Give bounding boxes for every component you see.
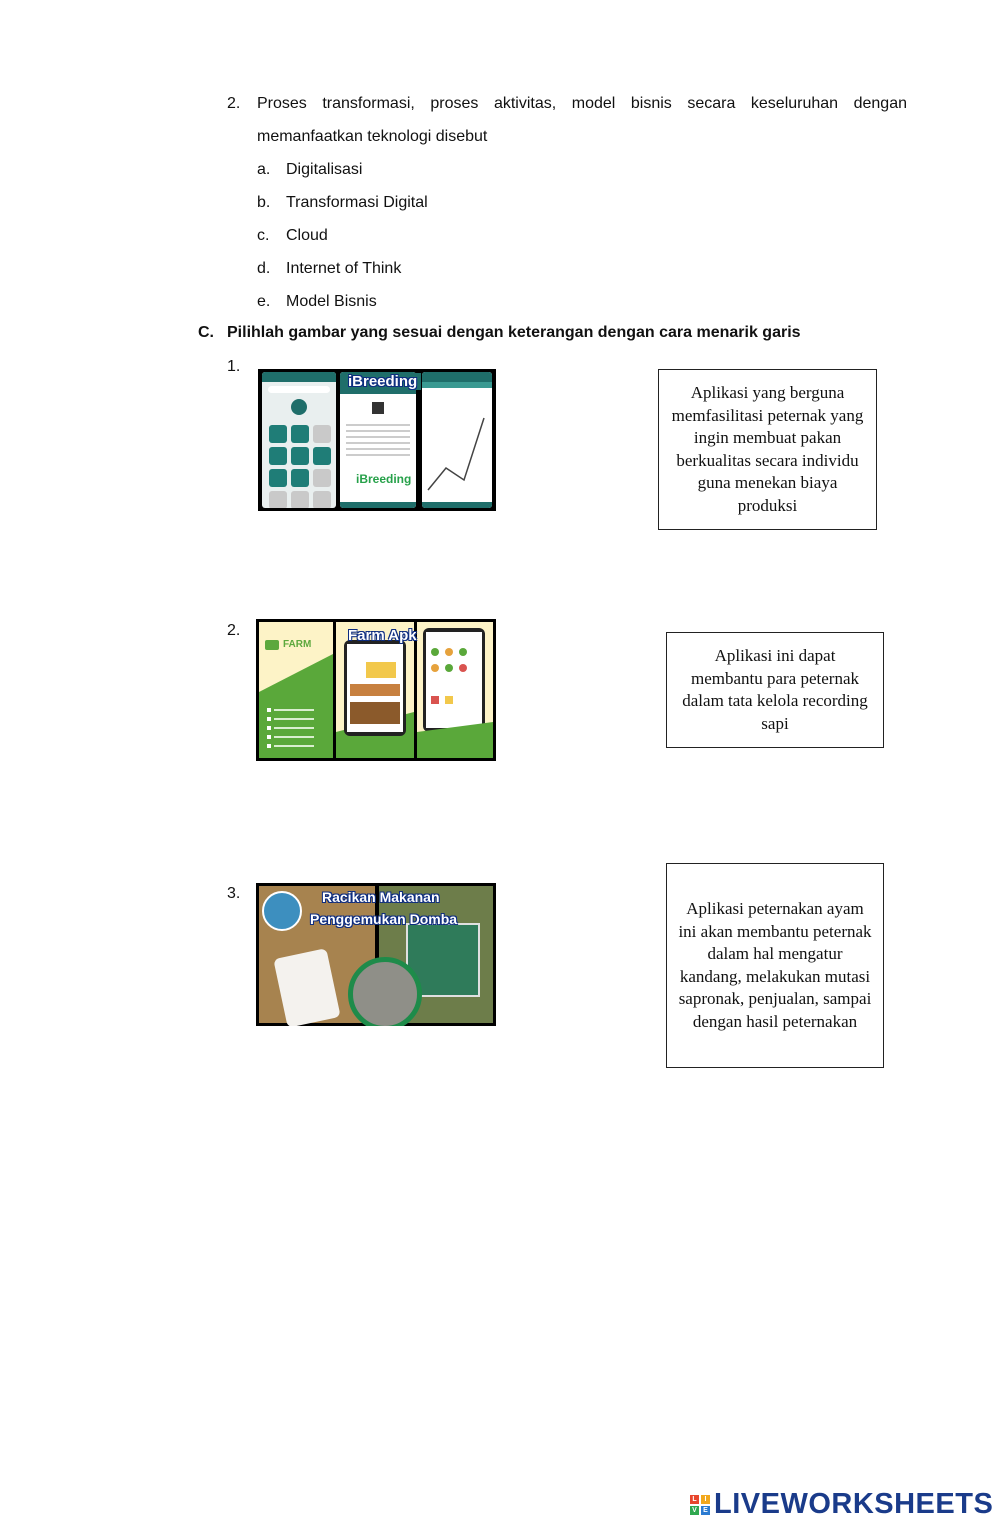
section-heading: [198, 324, 801, 342]
liveworksheets-logo-icon: [690, 1495, 710, 1515]
description-box-1[interactable]: Aplikasi yang berguna memfasilitasi peternak yang ingin membuat pakan berkualitas secara individu guna menekan biaya produksi: [658, 369, 877, 530]
section-heading-text: Pilihlah gambar yang sesuai dengan keterangan dengan cara menarik garis: [227, 324, 801, 341]
question-line-2: memanfaatkan teknologi disebut: [257, 128, 488, 145]
question-word: secara: [687, 95, 736, 112]
liveworksheets-logo[interactable]: [690, 1488, 993, 1521]
logo-letter-tile: L: [690, 1495, 699, 1504]
ibreeding-watermark: iBreeding: [356, 472, 412, 486]
question-word: transformasi,: [322, 95, 415, 112]
option-text: Model Bisnis: [286, 293, 377, 310]
match-item-number: 3.: [227, 885, 241, 902]
racikan-banner-line-1: Racikan Makanan: [322, 889, 440, 905]
answer-option[interactable]: [257, 227, 328, 245]
racikan-makanan-image[interactable]: [256, 883, 496, 1026]
option-letter: e.: [257, 293, 271, 310]
question-word: model: [571, 95, 616, 112]
farm-apk-banner: Farm Apk: [348, 627, 417, 644]
question-line-1: [257, 87, 907, 120]
answer-option[interactable]: [257, 194, 428, 212]
option-text: Digitalisasi: [286, 161, 363, 178]
option-letter: d.: [257, 260, 271, 277]
question-word: proses: [430, 95, 479, 112]
channel-logo-icon: [262, 891, 302, 931]
answer-option[interactable]: [257, 260, 401, 278]
description-box-3[interactable]: Aplikasi peternakan ayam ini akan membantu peternak dalam hal mengatur kandang, melakukan mutasi sapronak, penjualan, sampai dengan hasil peternakan: [666, 863, 884, 1068]
description-box-2[interactable]: Aplikasi ini dapat membantu para peternak dalam tata kelola recording sapi: [666, 632, 884, 748]
question-number: 2.: [227, 95, 241, 112]
question-word: dengan: [853, 95, 907, 112]
growth-chart-icon: [422, 388, 492, 508]
question-text: [257, 87, 907, 153]
farm-brand-label: FARM: [283, 639, 312, 650]
logo-text: LIVEWORKSHEETS: [714, 1488, 994, 1520]
answer-option[interactable]: [257, 293, 377, 311]
option-text: Internet of Think: [286, 260, 402, 277]
ibreeding-banner: iBreeding: [344, 373, 421, 390]
logo-letter-tile: V: [690, 1506, 699, 1515]
option-text: Transformasi Digital: [286, 194, 428, 211]
farm-apk-screenshot-image[interactable]: [256, 619, 496, 761]
phone-mockup-shape: [417, 622, 493, 758]
option-letter: c.: [257, 227, 270, 244]
question-word: keseluruhan: [750, 95, 839, 112]
question-word: aktivitas,: [493, 95, 557, 112]
racikan-banner-line-2: Penggemukan Domba: [310, 911, 458, 927]
match-item-number: 1.: [227, 358, 241, 375]
section-letter: C.: [198, 324, 214, 341]
option-text: Cloud: [286, 227, 328, 244]
question-word: bisnis: [630, 95, 672, 112]
sheep-photo-circle: [348, 957, 422, 1026]
logo-letter-tile: E: [701, 1506, 710, 1515]
question-word: Proses: [257, 95, 307, 112]
answer-option[interactable]: [257, 161, 362, 179]
match-item-number: 2.: [227, 622, 241, 639]
green-background-shape: [259, 622, 333, 758]
ibreeding-screenshot-image[interactable]: [258, 369, 496, 511]
option-letter: b.: [257, 194, 271, 211]
option-letter: a.: [257, 161, 271, 178]
logo-letter-tile: I: [701, 1495, 710, 1504]
